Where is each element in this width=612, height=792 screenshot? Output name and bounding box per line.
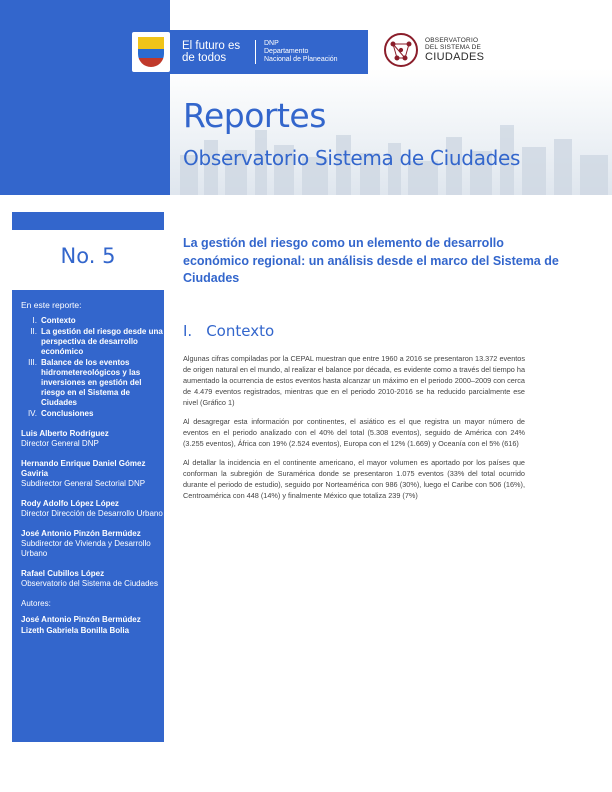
- network-icon: [383, 32, 419, 68]
- person-entry: [21, 499, 163, 519]
- authors-list: [21, 614, 163, 636]
- person-name: Luis Alberto Rodríguez: [21, 429, 109, 438]
- observatorio-logo: [383, 30, 503, 70]
- person-entry: [21, 459, 163, 489]
- person-name: Hernando Enrique Daniel Gómez Gaviria: [21, 459, 146, 478]
- osc-line3: CIUDADES: [425, 51, 485, 63]
- paragraph: Algunas cifras compiladas por la CEPAL muestran que entre 1960 a 2016 se presentaron 13.372 eventos de origen natural en el mundo, al realizar el balance por década, es evidente como a través del tiempo ha aumentado la ocurrencia de estos eventos hasta alcanzar un máximo en el periodo 2000–2009 con cerca de 4.479 eventos registrados, mientras que en el periodo 2010-2016 se ha reducido parcialmente ese nivel (Gráfico 1): [183, 354, 525, 407]
- body-text: [183, 353, 525, 509]
- person-name: José Antonio Pinzón Bermúdez: [21, 529, 141, 538]
- table-of-contents: [21, 316, 163, 419]
- section-title: Contexto: [206, 322, 275, 340]
- paragraph: Al detallar la incidencia en el continente americano, el mayor volumen es aportado por los países que conforman la subregión de Suramérica donde se presentaron 1.075 eventos (33% del total ocurrido durante el periodo de estudio), seguido por Norteamérica con 986 (30%), luego el Caribe con 506 (16%), Centroamérica con 448 (14%) y finalmente México que totaliza 239 (7%): [183, 458, 525, 500]
- toc-label: La gestión del riesgo desde una perspectiva de desarrollo económico: [41, 327, 163, 356]
- section-number: I.: [183, 322, 193, 340]
- person-entry: [21, 429, 163, 449]
- issue-box: [12, 230, 164, 290]
- person-role: Director General DNP: [21, 439, 99, 448]
- toc-item[interactable]: [21, 409, 163, 419]
- osc-line1: OBSERVATORIO: [425, 37, 479, 44]
- sidebar-content: [21, 300, 163, 636]
- authors-label: Autores:: [21, 599, 51, 608]
- person-role: Subdirector General Sectorial DNP: [21, 479, 146, 488]
- paragraph: Al desagregar esta información por continentes, el asiático es el que registra un mayor número de eventos en el periodo analizado con el 40% del total (5.308 eventos), seguido de América con 24% (3.255 eventos), África con 19% (2.524 eventos), Europa con el 12% (1.669) y Oceanía con el 5% (616): [183, 417, 525, 448]
- toc-label: Conclusiones: [41, 409, 94, 418]
- colombia-shield-icon: [132, 32, 170, 72]
- report-title: La gestión del riesgo como un elemento de desarrollo económico regional: un análisis desde el marco del Sistema de Ciudades: [183, 236, 559, 285]
- toc-item[interactable]: [21, 316, 163, 326]
- toc-item[interactable]: [21, 327, 163, 357]
- issue-number: No. 5: [60, 244, 116, 268]
- person-name: Rafael Cubillos López: [21, 569, 105, 578]
- dnp-line2: Nacional de Planeación: [264, 56, 338, 63]
- toc-num: II.: [30, 327, 37, 336]
- toc-num: IV.: [27, 409, 37, 418]
- slogan: El futuro es de todos: [182, 40, 256, 64]
- author-name: José Antonio Pinzón Bermúdez: [21, 615, 141, 624]
- author-name: Lizeth Gabriela Bonilla Bolia: [21, 626, 130, 635]
- dnp-line1: Departamento: [264, 48, 309, 55]
- person-role: Observatorio del Sistema de Ciudades: [21, 579, 158, 588]
- section-heading: [183, 322, 274, 340]
- osc-line2: DEL SISTEMA DE: [425, 44, 482, 51]
- dnp-label: [264, 40, 338, 64]
- person-role: Subdirector de Vivienda y Desarrollo Urbano: [21, 539, 151, 558]
- person-entry: [21, 569, 163, 589]
- person-name: Rody Adolfo López López: [21, 499, 119, 508]
- toc-label: Balance de los eventos hidrometereológicos y las inversiones en gestión del riesgo en el Sistema de Ciudades: [41, 358, 142, 407]
- person-role: Director Dirección de Desarrollo Urbano: [21, 509, 163, 518]
- observatorio-logo-text: [425, 37, 484, 63]
- toc-label: Contexto: [41, 316, 76, 325]
- toc-item[interactable]: [21, 358, 163, 408]
- person-entry: [21, 529, 163, 559]
- page-title: Reportes: [183, 96, 326, 135]
- toc-num: III.: [28, 358, 37, 367]
- government-logo-bar: [128, 30, 368, 74]
- in-this-report-label: En este reporte:: [21, 300, 82, 310]
- dnp-short: DNP: [264, 40, 279, 47]
- page-subtitle: Observatorio Sistema de Ciudades: [183, 146, 521, 170]
- toc-num: I.: [32, 316, 37, 325]
